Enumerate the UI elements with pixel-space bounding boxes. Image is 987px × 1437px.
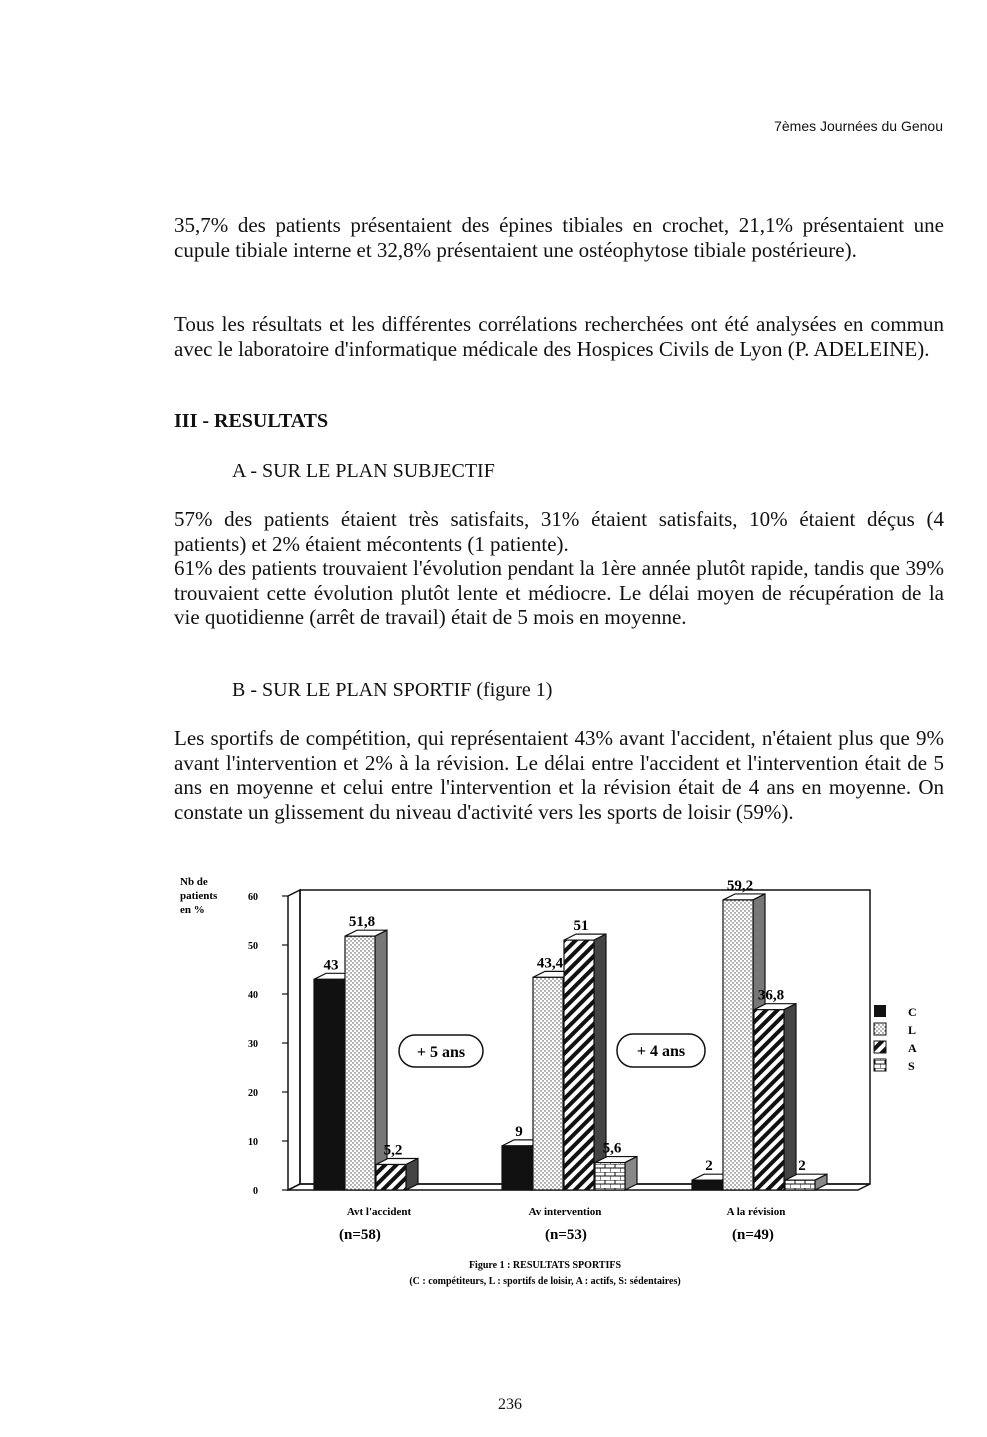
data-label-a-2: 51 [573,918,589,935]
x-category-label-2: Av intervention [528,1206,602,1218]
figure-resultats-sportifs [170,868,970,1308]
data-label-c-2: 9 [515,1123,523,1140]
data-label-l-2: 43,4 [536,955,564,972]
x-category-n-3: (n=49) [732,1227,774,1243]
section-title-resultats: III - RESULTATS [174,410,329,432]
bar-chart [170,868,970,1308]
bar-l-1 [345,930,387,1190]
paragraph-sportifs: Les sportifs de compétition, qui représentaient 43% avant l'accident, n'étaient plus que 9% avant l'intervention et 2% à la révision. Le délai entre l'accident et l'intervention était de 5 ans en moyenne et celui entre l'intervention et la révision était de 4 ans en moyenne. On constate un glissement du niveau d'activité vers les sports de loisir (59%). [174,726,944,824]
y-axis-label-line-3: en % [180,904,205,916]
legend-label-c: C [908,1005,917,1019]
y-axis-label-line-1: Nb de [180,876,208,888]
chart-legend [874,1005,917,1073]
bar-a-1 [376,1159,418,1190]
legend-label-s: S [908,1059,915,1073]
y-tick-label: 50 [248,941,258,952]
bar-s-3 [785,1174,827,1190]
data-label-s-3: 2 [798,1158,806,1175]
data-label-s-2: 5,6 [602,1140,622,1157]
subsection-sportif: B - SUR LE PLAN SPORTIF (figure 1) [232,679,553,701]
y-tick-label: 10 [248,1137,258,1148]
y-tick-label: 20 [248,1088,258,1099]
bar-a-2 [564,934,606,1190]
paragraph-satisfaction: 57% des patients étaient très satisfaits, 31% étaient satisfaits, 10% étaient déçus (4 patients) et 2% étaient mécontents (1 patiente). 61% des patients trouvaient l'évolution pendant la 1ère année plutôt rapide, tandis que 39% trouvaient cette évolution plutôt lente et médiocre. Le délai moyen de récupération de la vie quotidienne (arrêt de travail) était de 5 mois en moyenne. [174,507,944,629]
x-category-label-1: Avt l'accident [346,1206,412,1218]
interval-label-1 [399,1035,483,1067]
y-tick-label: 30 [248,1039,258,1050]
data-label-l-1: 51,8 [348,914,376,931]
y-tick-label: 0 [253,1186,258,1197]
legend-swatch-s [874,1059,886,1071]
data-label-c-1: 43 [323,957,339,974]
legend-label-l: L [908,1023,917,1037]
paragraph-analyse: Tous les résultats et les différentes corrélations recherchées ont été analysées en commun avec le laboratoire d'informatique médicale des Hospices Civils de Lyon (P. ADELEINE). [174,312,944,361]
chart-bars [314,878,827,1190]
bar-s-2 [595,1157,637,1190]
x-category-n-2: (n=53) [545,1227,587,1243]
legend-swatch-l [874,1023,886,1035]
legend-label-a: A [908,1041,917,1055]
subsection-subjectif: A - SUR LE PLAN SUBJECTIF [232,460,495,482]
x-category-label-3: A la révision [726,1206,786,1218]
svg-text:+ 4 ans: + 4 ans [636,1043,686,1060]
legend-swatch-c [874,1005,886,1017]
y-tick-label: 40 [248,990,258,1001]
paragraph-epines: 35,7% des patients présentaient des épines tibiales en crochet, 21,1% présentaient une cupule tibiale interne et 32,8% présentaient une ostéophytose tibiale postérieure). [174,213,944,262]
y-axis-label-line-2: patients [180,890,218,902]
legend-swatch-a [874,1041,886,1053]
interval-label-2 [617,1034,705,1067]
chart-left-wall [288,890,300,1190]
page-number: 236 [498,1396,522,1413]
y-axis-ticks [248,892,288,1197]
y-tick-label: 60 [248,892,258,903]
running-header: 7èmes Journées du Genou [774,118,943,134]
figure-caption-title: Figure 1 : RESULTATS SPORTIFS [468,1260,622,1271]
bar-a-3 [754,1004,796,1190]
figure-caption-text: (C : compétiteurs, L : sportifs de loisir, A : actifs, S: sédentaires) [409,1276,681,1287]
data-label-a-1: 5,2 [383,1142,403,1159]
data-label-c-3: 2 [705,1158,713,1175]
svg-text:+ 5 ans: + 5 ans [416,1044,466,1061]
data-label-l-3: 59,2 [726,877,754,894]
x-category-n-1: (n=58) [339,1227,381,1243]
data-label-a-3: 36,8 [757,987,785,1004]
